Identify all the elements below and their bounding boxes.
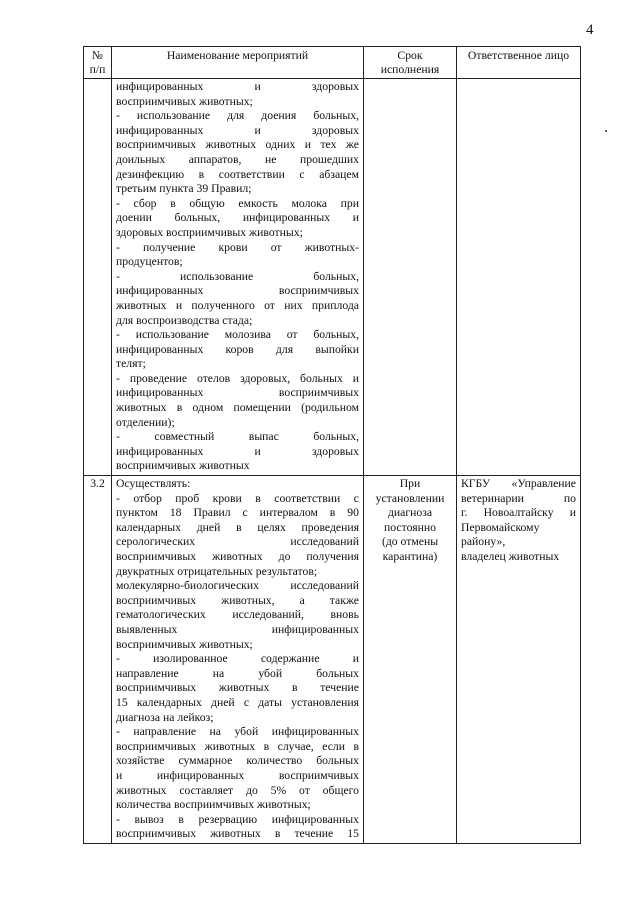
text-line: 15 календарных дней с даты установления: [116, 695, 359, 709]
measures-table: [83, 46, 581, 844]
text-line: выявленных инфицированных: [116, 622, 359, 636]
row-number: 3.2: [84, 476, 112, 844]
header-term: [364, 47, 457, 79]
text-line: восприимчивых животных;: [116, 94, 253, 108]
text-line: инфицированных и здоровых: [116, 444, 359, 458]
text-line: серологических исследований: [116, 535, 359, 549]
text-line: КГБУ «Управление: [461, 477, 576, 491]
text-line: доении больных, инфицированных и: [116, 211, 359, 225]
text-line: здоровых восприимчивых животных;: [116, 225, 303, 239]
text-line: - получение крови от животных-: [116, 240, 359, 254]
text-line: карантина): [382, 550, 438, 563]
header-num-line: №: [91, 49, 104, 62]
text-line: количества восприимчивых животных;: [116, 798, 311, 812]
text-line: - направление на убой инфицированных: [116, 725, 359, 739]
text-line: телят;: [116, 357, 146, 371]
text-line: установлении: [375, 491, 445, 505]
text-line: животных составляет до 5% от общего: [116, 783, 359, 797]
text-line: - совместный выпас больных,: [116, 430, 359, 444]
header-num-line: п/п: [89, 62, 106, 76]
text-line: животных в одном помещении (родильном: [116, 401, 359, 415]
text-line: постоянно: [384, 520, 436, 534]
text-line: инфицированных и здоровых: [116, 123, 359, 137]
text-line: диагноза: [387, 506, 433, 520]
text-line: инфицированных и здоровых: [116, 80, 359, 93]
text-line: диагноза на лейкоз;: [116, 710, 214, 724]
row-activity: [112, 476, 364, 844]
text-line: доильных аппаратов, не прошедших: [116, 152, 359, 166]
text-line: - вывоз в резервацию инфицированных: [116, 812, 359, 826]
text-line: инфицированных восприимчивых: [116, 386, 359, 400]
text-line: восприимчивых животных в течение 15: [116, 827, 359, 841]
text-line: двукратных отрицательных результатов;: [116, 564, 318, 578]
term-text: [368, 477, 452, 565]
text-line: инфицированных восприимчивых: [116, 284, 359, 298]
text-line: - использование молозива от больных,: [116, 328, 359, 342]
text-line: (до отмены: [381, 535, 439, 549]
row-responsible: [457, 476, 581, 844]
text-line: - использование для доения больных,: [116, 109, 359, 123]
text-line: восприимчивых животных до получения: [116, 550, 359, 563]
text-line: для воспроизводства стада;: [116, 313, 253, 327]
page-number: 4: [586, 22, 594, 38]
text-line: продуцентов;: [116, 255, 183, 269]
row-activity: [112, 79, 364, 476]
text-line: животных и полученного от них приплода: [116, 298, 359, 312]
text-line: - сбор в общую емкость молока при: [116, 196, 359, 210]
row-term: [364, 79, 457, 476]
text-line: восприимчивых животных, а также: [116, 593, 359, 607]
activity-text: [116, 80, 359, 474]
text-line: календарных дней в целях проведения: [116, 520, 359, 534]
header-term-line: Срок: [397, 49, 423, 62]
table-row: [84, 79, 581, 476]
text-line: восприимчивых животных в случае, если в: [116, 739, 359, 753]
text-line: Первомайскому: [461, 520, 540, 534]
header-responsible: Ответственное лицо: [457, 47, 581, 79]
text-line: дезинфекцию в соответствии с абзацем: [116, 167, 359, 181]
table-row: [84, 476, 581, 844]
header-num: [84, 47, 112, 79]
text-line: гематологических исследований, вновь: [116, 608, 359, 622]
text-line: Осуществлять:: [116, 477, 191, 491]
text-line: восприимчивых животных;: [116, 637, 253, 651]
row-number: [84, 79, 112, 476]
text-line: г. Новоалтайску и: [461, 506, 576, 520]
responsible-text: [461, 477, 576, 565]
text-line: отделении);: [116, 415, 175, 429]
text-line: направление на убой больных: [116, 666, 359, 680]
text-line: - использование больных,: [116, 269, 359, 283]
text-line: третьим пункта 39 Правил;: [116, 182, 252, 196]
text-line: ветеринарии по: [461, 491, 576, 505]
header-term-line: исполнения: [380, 62, 440, 76]
row-term: [364, 476, 457, 844]
activity-text: [116, 477, 359, 842]
text-line: инфицированных коров для выпойки: [116, 342, 359, 356]
text-line: восприимчивых животных: [116, 459, 250, 473]
text-line: молекулярно-биологических исследований: [116, 579, 359, 593]
text-line: - изолированное содержание и: [116, 652, 359, 666]
text-line: хозяйстве суммарное количество больных: [116, 754, 359, 768]
table-header-row: [84, 47, 581, 79]
text-line: - отбор проб крови в соответствии с: [116, 491, 359, 505]
text-line: - проведение отелов здоровых, больных и: [116, 371, 359, 385]
text-line: При: [399, 477, 421, 491]
row-responsible: [457, 79, 581, 476]
text-line: и инфицированных восприимчивых: [116, 768, 359, 782]
text-line: владелец животных: [461, 550, 560, 563]
header-activity: Наименование мероприятий: [112, 47, 364, 79]
text-line: пунктом 18 Правил с интервалом в 90: [116, 506, 359, 520]
scan-speck: [605, 130, 607, 132]
text-line: восприимчивых животных в течение: [116, 681, 359, 695]
text-line: восприимчивых животных одних и тех же: [116, 138, 359, 152]
text-line: району»,: [461, 535, 506, 549]
